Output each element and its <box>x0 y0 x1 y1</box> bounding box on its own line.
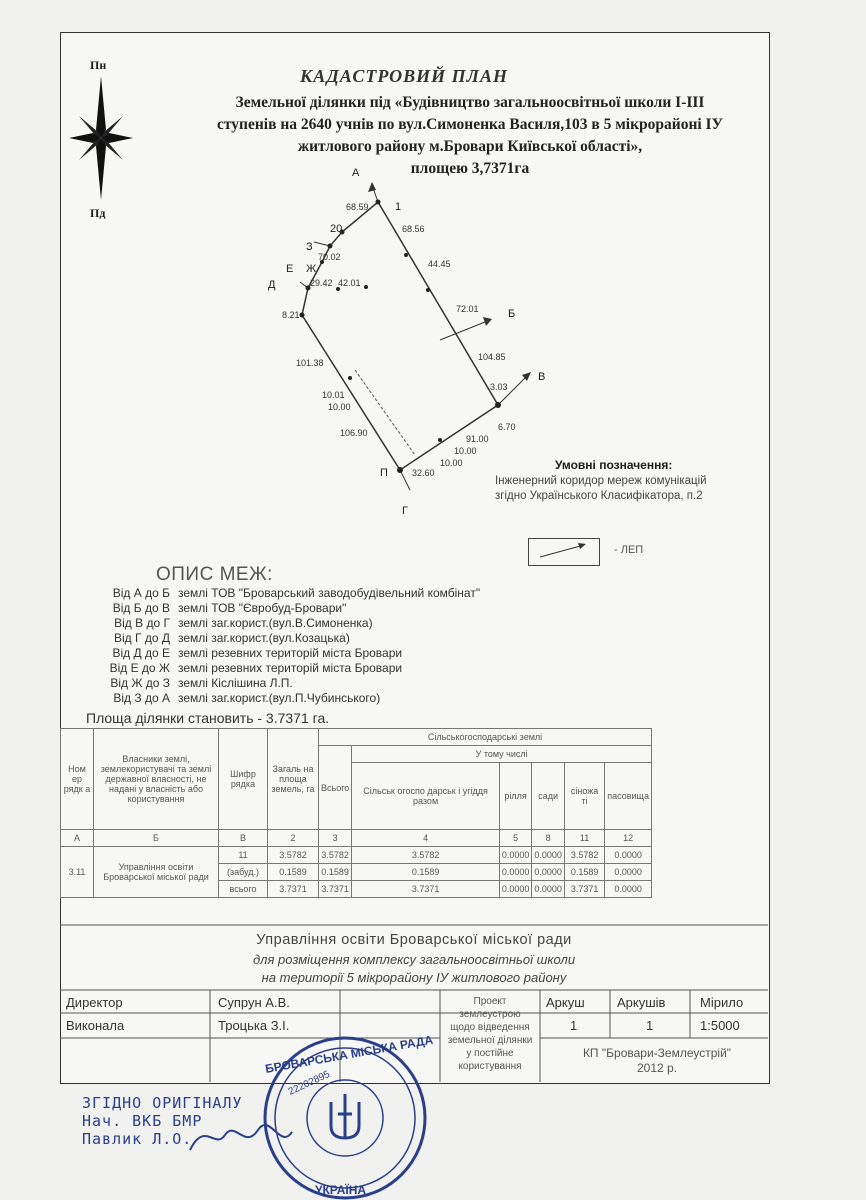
legend-title: Умовні позначення: <box>555 458 673 472</box>
measurement: 104.85 <box>478 352 506 362</box>
land-balance-table: Ном ер рядк а Власники землі, землекористувачі та землі державної власності, не надані у власність або користування Шифр рядка Загаль на площа земель, га Сільськогосподарські землі Всього У тому числі Сільськ огоспо дарськ і угіддя разом рілля сади сіножа ті пасовища А Б В 2 3 4 5 8 11 12 3.11 Управління освіти Броварської міської ради 11 3.5782 3.5782 3.5782 0.0000 0.0000 3.5782 0.0000 (забуд.) 0.1589 0.1589 0.1589 0.0000 0.0000 0.1589 0.0000 всього 3.7371 3.7371 3.7371 0.0000 0.0000 3.7371 0.0000 <box>60 728 652 898</box>
measurement: 72.01 <box>456 304 479 314</box>
certification-stamp: ЗГІДНО ОРИГІНАЛУ Нач. ВКБ БМР Павлик Л.О. <box>82 1094 243 1148</box>
measurement: 68.59 <box>346 202 369 212</box>
project-description: Проект землеустрою щодо відведення земельної ділянки у постійне користування <box>447 996 533 1072</box>
parcel-outline <box>302 202 498 470</box>
measurement: 29.42 <box>310 278 333 288</box>
table-row: (забуд.) 0.1589 0.1589 0.1589 0.0000 0.0000 0.1589 0.0000 <box>61 864 652 881</box>
parcel-area: Площа ділянки становить - 3.7371 га. <box>86 710 330 726</box>
compass-rose-icon <box>69 76 133 200</box>
measurement: 10.00 <box>328 402 351 412</box>
sheet-value: 1 <box>570 1018 578 1033</box>
compass-south-label: Пд <box>90 206 106 220</box>
measurement: 10.01 <box>322 390 345 400</box>
measurement: 8.21 <box>282 310 300 320</box>
seal-bottom-text: УКРАЇНА <box>315 1183 367 1197</box>
seal-outer-text: БРОВАРСЬКА МІСЬКА РАДА <box>264 1032 435 1076</box>
point-label-d: Д <box>268 279 276 291</box>
point-label-zh: Ж <box>306 263 317 275</box>
table-row: 3.11 Управління освіти Броварської міської ради 11 3.5782 3.5782 3.5782 0.0000 0.0000 3.5782 0.0000 <box>61 847 652 864</box>
footer-title: Управління освіти Броварської міської ради <box>256 932 572 948</box>
measurement: 42.01 <box>338 278 361 288</box>
footer-subtitle: на території 5 мікрорайону ІУ житлового району <box>261 970 567 985</box>
measurement: 91.00 <box>466 434 489 444</box>
measurement: 70.02 <box>318 252 341 262</box>
measurement: 10.00 <box>454 446 477 456</box>
table-index-row: А Б В 2 3 4 5 8 11 12 <box>61 830 652 847</box>
name-executor: Троцька З.І. <box>218 1018 290 1033</box>
measurement: 32.60 <box>412 468 435 478</box>
point-label-1: 1 <box>395 201 402 213</box>
sheets-header: Аркушів <box>617 995 666 1010</box>
point-label-e: Е <box>286 263 294 275</box>
point-label-b: Б <box>508 308 516 320</box>
point-label-v: В <box>538 371 546 383</box>
boundaries-title: ОПИС МЕЖ: <box>156 564 273 585</box>
measurement: 68.56 <box>402 224 425 234</box>
seal-code: 22202895 <box>286 1068 332 1098</box>
point-label-20: 20 <box>330 223 343 235</box>
measurement: 6.70 <box>498 422 516 432</box>
measurement: 101.38 <box>296 358 324 368</box>
scale-header: Мірило <box>700 995 744 1010</box>
measurement: 3.03 <box>490 382 508 392</box>
point-label-z: З <box>306 241 313 253</box>
sheets-value: 1 <box>646 1018 654 1033</box>
name-director: Супрун А.В. <box>218 995 290 1010</box>
footer-subtitle: для розміщення комплексу загальноосвітньої школи <box>252 952 576 967</box>
measurement: 106.90 <box>340 428 368 438</box>
compass-north-label: Пн <box>90 58 107 72</box>
role-director: Директор <box>66 995 123 1010</box>
point-label-g: Г <box>402 505 408 517</box>
page-subtitle: Земельної ділянки під «Будівництво загальноосвітньої школи І-ІІІ ступенів на 2640 учнів по вул.Симоненка Василя,103 в 5 мікрорайоні ІУ житлового району м.Бровари Київської області», площею 3,7371га <box>217 94 723 177</box>
point-label-a: А <box>352 167 360 179</box>
measurement: 10.00 <box>440 458 463 468</box>
legend-symbol-label: - ЛЕП <box>614 544 644 556</box>
legend-text: Інженерний коридор мереж комунікацій згідно Українського Класифікатора, п.2 <box>495 475 707 502</box>
role-executor: Виконала <box>66 1018 125 1033</box>
scale-value: 1:5000 <box>700 1018 740 1033</box>
city-council-seal <box>264 1033 434 1198</box>
table-row: всього 3.7371 3.7371 3.7371 0.0000 0.0000 3.7371 0.0000 <box>61 881 652 898</box>
measurement: 44.45 <box>428 259 451 269</box>
legend-symbol-box <box>528 538 600 566</box>
company-block: КП "Бровари-Землеустрій" 2012 р. <box>582 1046 732 1075</box>
trident-icon <box>331 1094 359 1138</box>
point-label-p: П <box>380 467 388 479</box>
sheet-header: Аркуш <box>546 995 585 1010</box>
page-title: КАДАСТРОВИЙ ПЛАН <box>300 66 508 86</box>
